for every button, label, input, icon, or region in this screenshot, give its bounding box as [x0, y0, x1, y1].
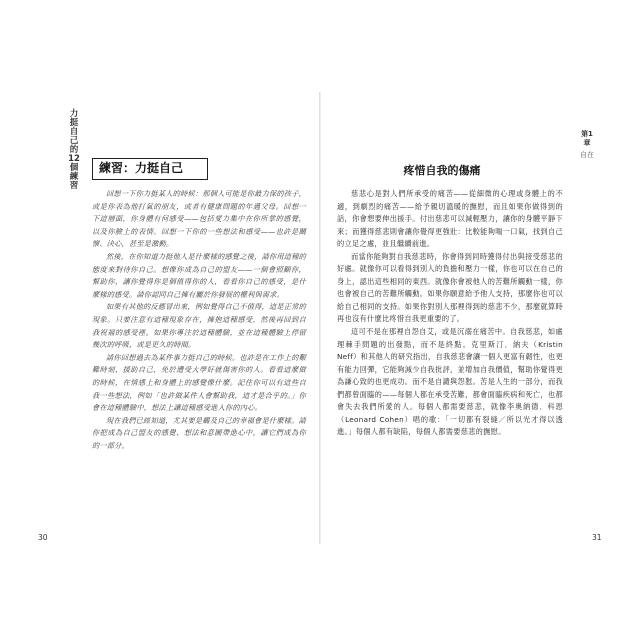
- right-paragraph: 這可不是在那裡自怨自艾，或是沉溺在痛苦中。自我慈悲，如處理棘手問題的出發點，而不是終點。克里斯汀．納夫（Kristin Neff）和其他人的研究指出，自我慈悲會讓一個人更富有韌性，也更有能力回彈，它能夠減少自我批評，並增加自我價值，幫助你覺得更為謙心致的也更成功。而不是自譴與怨懟。苦是人生的一部分，而我們都曾面臨的——每個人都在承受苦難，都會面臨疾病和死亡，也都會失去我們所愛的人。每個人都需要慈悲，就像李奧納德．科恩（Leonard Cohen）唱的歌：「一切都有裂縫／所以光才得以透進。」每個人都有缺陷，每個人都需要慈悲的撫慰。: [337, 327, 563, 437]
- running-title-vertical: 力挺自己的12個練習: [68, 109, 80, 191]
- left-paragraph: 請你回想過去為某件事力挺自己的時候。也許是在工作上的艱難時刻，援助自己，免於遭受大學好就傷害你的人。看看這麼做的時候，在情感上和身體上的感覺像什麼。記住你可以有這些自我一些想法，例如「也許做某件人會幫助我，這才是合乎的。」你會在這種體驗中，想法上讓這種感受進入你的內心。: [92, 352, 306, 413]
- chapter-name: 自在: [580, 151, 594, 159]
- page-number-left: 30: [38, 533, 48, 542]
- section-title: 疼惜自我的傷痛: [403, 164, 481, 177]
- right-paragraph: 慈悲心是對人們所承受的痛苦——從細微的心理或身體上的不適，到劇烈的痛苦——給予親切溫暖的撫慰，而且如果你做得到的話，你會想要伸出援手。付出慈悲可以減輕壓力，讓你的身體平靜下來；而獲得慈悲則會讓你覺得更強壯：比較能夠喘一口氣，找到自己的立足之處，並且繼續前進。: [337, 189, 563, 249]
- exercise-heading: 練習：力挺自己: [92, 158, 208, 180]
- chapter-tab: [578, 130, 596, 160]
- book-spread: [32, 92, 608, 544]
- right-paragraph: 而當你能夠對自我慈悲時，你會得到同時獲得付出與接受慈悲的好處。就像你可以看得到別人的負擔和壓力一樣，你也可以在自己的身上，認出這些相同的東西。就像你會被他人的苦難所觸動一樣，你也會被自己的苦難所觸動。如果你願意給予他人支持，那麼你也可以給自己相同的支持。如果你對別人那裡得到的慈悲不少，那麼就算時再也沒有什麼比疼惜自我更重要的了。: [337, 251, 563, 324]
- left-paragraph: 然後，在你知道力挺他人是什麼樣的感覺之後，請你用這種的態度來對待你自己。想像你成為自己的盟友——一個會照顧你，幫助你，讓你覺得你是個值得你的人，看看你自己的感受，是什麼樣的感受。請你認同自己擁有屬於你發展的權利與需求。: [92, 251, 306, 299]
- right-page-body: [337, 188, 563, 439]
- left-paragraph: 如果有其他的反應冒出來，例如覺得自己不值得，這是正常的現象。只要注意有這種現象存在，擁抱這種感受，然後再回到自我祝福的感受裡。如果你專注於這種體驗，並在這種體驗上停留幾次的呼吸，或是更久的時間。: [92, 302, 306, 350]
- left-paragraph: 現在我們已經知道，尤其要是觸及自己的幸福會是什麼樣。請你把成為自己盟友的感覺、想法和意圖帶進心中，讓它們成為你的一部分。: [92, 415, 306, 450]
- left-page-body: [92, 188, 306, 452]
- left-paragraph: 回想一下你力挺某人的時候：那個人可能是你最力保的孩子，或是你表為他打氣的朋友，或者有健康問題的年邁父母。回想一下這層面，你身體有何感受——包括愛力集中在你所掌的感覺，以及你臉上的表情。回想一下你的一些想法和感受——也許是關懷、決心，甚至是激動。: [92, 189, 306, 249]
- book-gutter: [319, 92, 321, 544]
- chapter-number: 第1章: [581, 130, 593, 147]
- page-number-right: 31: [592, 533, 602, 542]
